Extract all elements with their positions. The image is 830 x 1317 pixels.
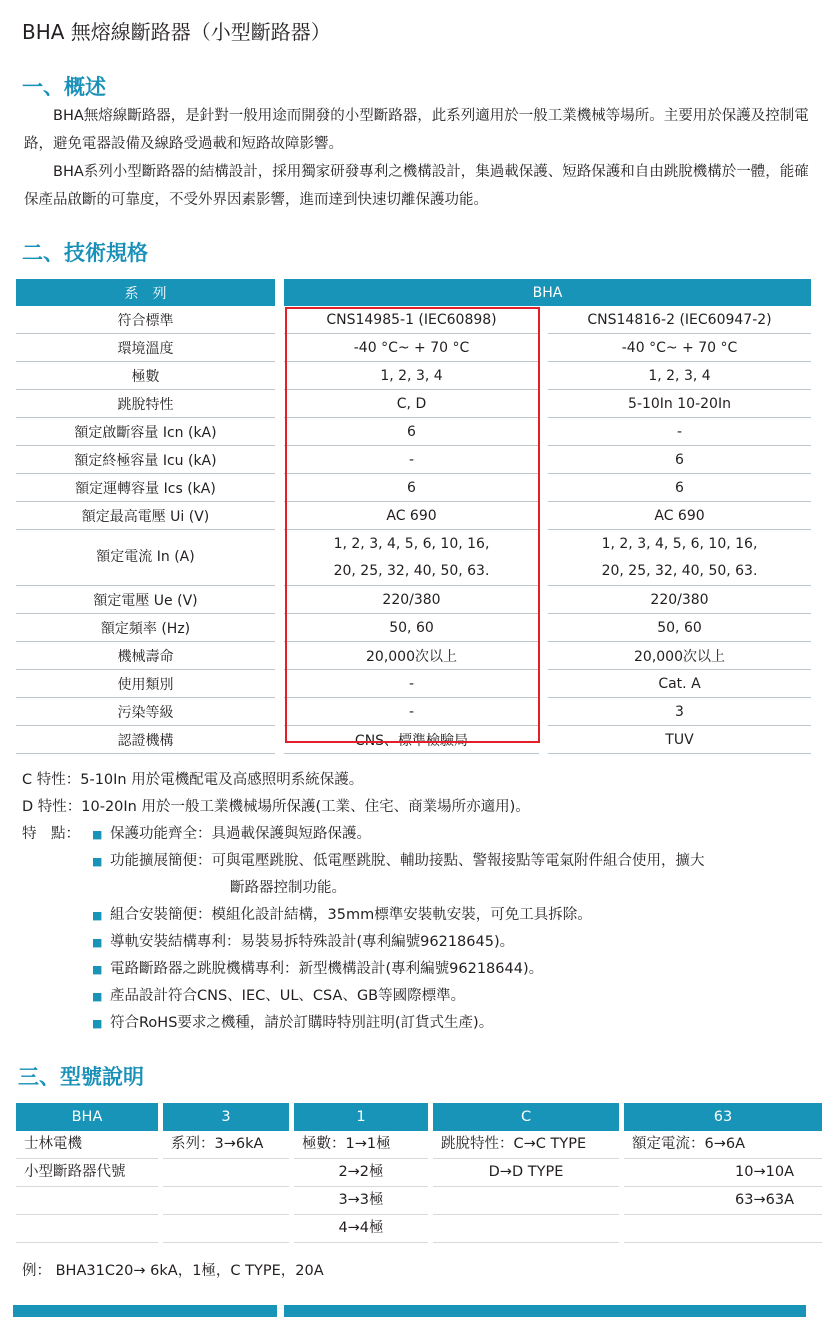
page-title: BHA 無熔線斷路器（小型斷路器）	[22, 20, 331, 44]
spec-label: 額定頻率 (Hz)	[16, 614, 275, 642]
footer-bar-left	[13, 1305, 277, 1317]
feature-item: ■ 組合安裝簡便：模組化設計結構，35mm標準安裝軌安裝，可免工具拆除。	[92, 902, 822, 929]
spec-label: 額定啟斷容量 Icn (kA)	[16, 418, 275, 446]
spec-row	[16, 586, 811, 614]
overview-paragraph: BHA無熔線斷路器，是針對一般用途而開發的小型斷路器，此系列適用於一般工業機械等場所。主要用於保護及控制電路，避免電器設備及線路受過載和短路故障影響。	[24, 108, 809, 152]
model-cell	[624, 1215, 822, 1243]
model-cell	[163, 1187, 289, 1215]
spec-row	[16, 698, 811, 726]
model-cell: 10→10A	[624, 1159, 822, 1187]
model-cell	[433, 1215, 619, 1243]
model-cell	[16, 1187, 158, 1215]
spec-row	[16, 670, 811, 698]
series-header: 系 列	[16, 279, 275, 306]
spec-value-iec60898: -	[284, 446, 539, 474]
footer-bar-right	[284, 1305, 806, 1317]
spec-value-iec60898: -40 °C~ + 70 °C	[284, 334, 539, 362]
spec-label: 污染等級	[16, 698, 275, 726]
spec-row	[16, 642, 811, 670]
model-cell: 小型斷路器代號	[16, 1159, 158, 1187]
spec-label: 符合標準	[16, 306, 275, 334]
spec-row	[16, 446, 811, 474]
spec-label: 額定最高電壓 Ui (V)	[16, 502, 275, 530]
model-column-header: 1	[294, 1103, 428, 1131]
spec-value-iec60947: 5-10In 10-20In	[548, 390, 811, 418]
bullet-icon: ■	[92, 990, 103, 1003]
spec-value-iec60947: AC 690	[548, 502, 811, 530]
model-column	[294, 1103, 428, 1243]
model-cell	[163, 1159, 289, 1187]
spec-value-iec60898: 6	[284, 474, 539, 502]
model-cell: 4→4極	[294, 1215, 428, 1243]
spec-value-iec60898: 20,000次以上	[284, 642, 539, 670]
spec-row	[16, 530, 811, 586]
spec-value-line: 1, 2, 3, 4, 5, 6, 10, 16,	[601, 535, 758, 552]
section-heading-overview: 一、概述	[22, 75, 106, 99]
spec-row	[16, 502, 811, 530]
feature-item: ■ 產品設計符合CNS、IEC、UL、CSA、GB等國際標準。	[92, 983, 822, 1010]
spec-value-iec60898: 1, 2, 3, 4	[284, 362, 539, 390]
feature-item-continued: 斷路器控制功能。	[230, 880, 346, 896]
spec-label: 環境溫度	[16, 334, 275, 362]
feature-item: ■ 符合RoHS要求之機種，請於訂購時特別註明(訂貨式生產)。	[92, 1010, 822, 1037]
model-cell	[163, 1215, 289, 1243]
spec-value-iec60947: 20,000次以上	[548, 642, 811, 670]
spec-value-iec60947: -40 °C~ + 70 °C	[548, 334, 811, 362]
spec-value-line: 1, 2, 3, 4, 5, 6, 10, 16,	[333, 535, 490, 552]
spec-value-iec60947: 6	[548, 446, 811, 474]
model-column	[433, 1103, 619, 1243]
bullet-icon: ■	[92, 963, 103, 976]
spec-value-iec60898: AC 690	[284, 502, 539, 530]
feature-item: ■ 功能擴展簡便：可與電壓跳脫、低電壓跳脫、輔助接點、警報接點等電氣附件組合使用，擴大	[92, 848, 822, 875]
model-cell: 極數：1→1極	[294, 1131, 428, 1159]
model-cell: 3→3極	[294, 1187, 428, 1215]
overview-paragraph: BHA系列小型斷路器的結構設計，採用獨家研發專利之機構設計，集過載保護、短路保護和自由跳脫機構於一體，能確保產品啟斷的可靠度，不受外界因素影響，進而達到快速切離保護功能。	[24, 164, 809, 208]
spec-value-line: 20, 25, 32, 40, 50, 63.	[333, 562, 490, 579]
model-column-header: 63	[624, 1103, 822, 1131]
model-cell	[433, 1187, 619, 1215]
spec-value-iec60898: 220/380	[284, 586, 539, 614]
overview-text	[24, 102, 814, 214]
c-characteristic-note: C 特性：5-10In 用於電機配電及高感照明系統保護。	[22, 772, 364, 788]
spec-value-iec60898: 50, 60	[284, 614, 539, 642]
spec-value-line: 20, 25, 32, 40, 50, 63.	[601, 562, 758, 579]
spec-row	[16, 474, 811, 502]
spec-row	[16, 614, 811, 642]
model-column-header: 3	[163, 1103, 289, 1131]
spec-row	[16, 418, 811, 446]
feature-item: ■ 導軌安裝結構專利：易裝易拆特殊設計(專利編號96218645)。	[92, 929, 822, 956]
spec-value-iec60947: -	[548, 418, 811, 446]
section-heading-specs: 二、技術規格	[22, 241, 148, 265]
spec-row	[16, 306, 811, 334]
spec-label: 極數	[16, 362, 275, 390]
bullet-icon: ■	[92, 855, 103, 868]
spec-row	[16, 334, 811, 362]
spec-value-iec60898: 6	[284, 418, 539, 446]
spec-label: 機械壽命	[16, 642, 275, 670]
section-heading-model: 三、型號說明	[18, 1065, 144, 1089]
feature-list	[92, 821, 822, 1037]
model-cell: 士林電機	[16, 1131, 158, 1159]
spec-label: 額定終極容量 Icu (kA)	[16, 446, 275, 474]
features-label: 特 點：	[22, 826, 80, 842]
spec-label: 認證機構	[16, 726, 275, 754]
model-column	[16, 1103, 158, 1243]
spec-table	[16, 279, 811, 754]
model-column	[163, 1103, 289, 1243]
bullet-icon: ■	[92, 828, 103, 841]
spec-value-iec60898: CNS14985-1 (IEC60898)	[284, 306, 539, 334]
bullet-icon: ■	[92, 1017, 103, 1030]
spec-value-iec60947: CNS14816-2 (IEC60947-2)	[548, 306, 811, 334]
spec-row	[16, 726, 811, 754]
spec-label: 額定運轉容量 Ics (kA)	[16, 474, 275, 502]
spec-value-iec60898	[284, 530, 539, 586]
model-cell: 跳脫特性：C→C TYPE	[433, 1131, 619, 1159]
model-example: 例： BHA31C20→ 6kA，1極，C TYPE，20A	[22, 1263, 324, 1279]
feature-item: ■ 電路斷路器之跳脫機構專利：新型機構設計(專利編號96218644)。	[92, 956, 822, 983]
d-characteristic-note: D 特性：10-20In 用於一般工業機械場所保護(工業、住宅、商業場所亦適用)。	[22, 799, 530, 815]
spec-value-iec60947: 1, 2, 3, 4	[548, 362, 811, 390]
spec-value-iec60947: TUV	[548, 726, 811, 754]
spec-value-iec60947: 220/380	[548, 586, 811, 614]
model-cell: D→D TYPE	[433, 1159, 619, 1187]
model-column-header: BHA	[16, 1103, 158, 1131]
bullet-icon: ■	[92, 936, 103, 949]
model-cell: 63→63A	[624, 1187, 822, 1215]
spec-value-iec60947: Cat. A	[548, 670, 811, 698]
model-column	[624, 1103, 822, 1243]
spec-label: 額定電流 In (A)	[16, 530, 275, 586]
spec-label: 額定電壓 Ue (V)	[16, 586, 275, 614]
model-column-header: C	[433, 1103, 619, 1131]
spec-value-iec60898: CNS、標準檢驗局	[284, 726, 539, 754]
spec-value-iec60947: 50, 60	[548, 614, 811, 642]
spec-value-iec60947: 3	[548, 698, 811, 726]
spec-value-iec60947: 6	[548, 474, 811, 502]
spec-table-header	[16, 279, 811, 306]
spec-value-iec60898: -	[284, 698, 539, 726]
spec-label: 使用類別	[16, 670, 275, 698]
spec-value-iec60898: -	[284, 670, 539, 698]
spec-label: 跳脫特性	[16, 390, 275, 418]
feature-item: ■ 保護功能齊全：具過載保護與短路保護。	[92, 821, 822, 848]
spec-row	[16, 362, 811, 390]
model-header: BHA	[284, 279, 811, 306]
model-cell: 系列：3→6kA	[163, 1131, 289, 1159]
spec-row	[16, 390, 811, 418]
bullet-icon: ■	[92, 909, 103, 922]
model-cell	[16, 1215, 158, 1243]
model-cell: 2→2極	[294, 1159, 428, 1187]
model-cell: 額定電流：6→6A	[624, 1131, 822, 1159]
spec-value-iec60898: C, D	[284, 390, 539, 418]
spec-value-iec60947	[548, 530, 811, 586]
